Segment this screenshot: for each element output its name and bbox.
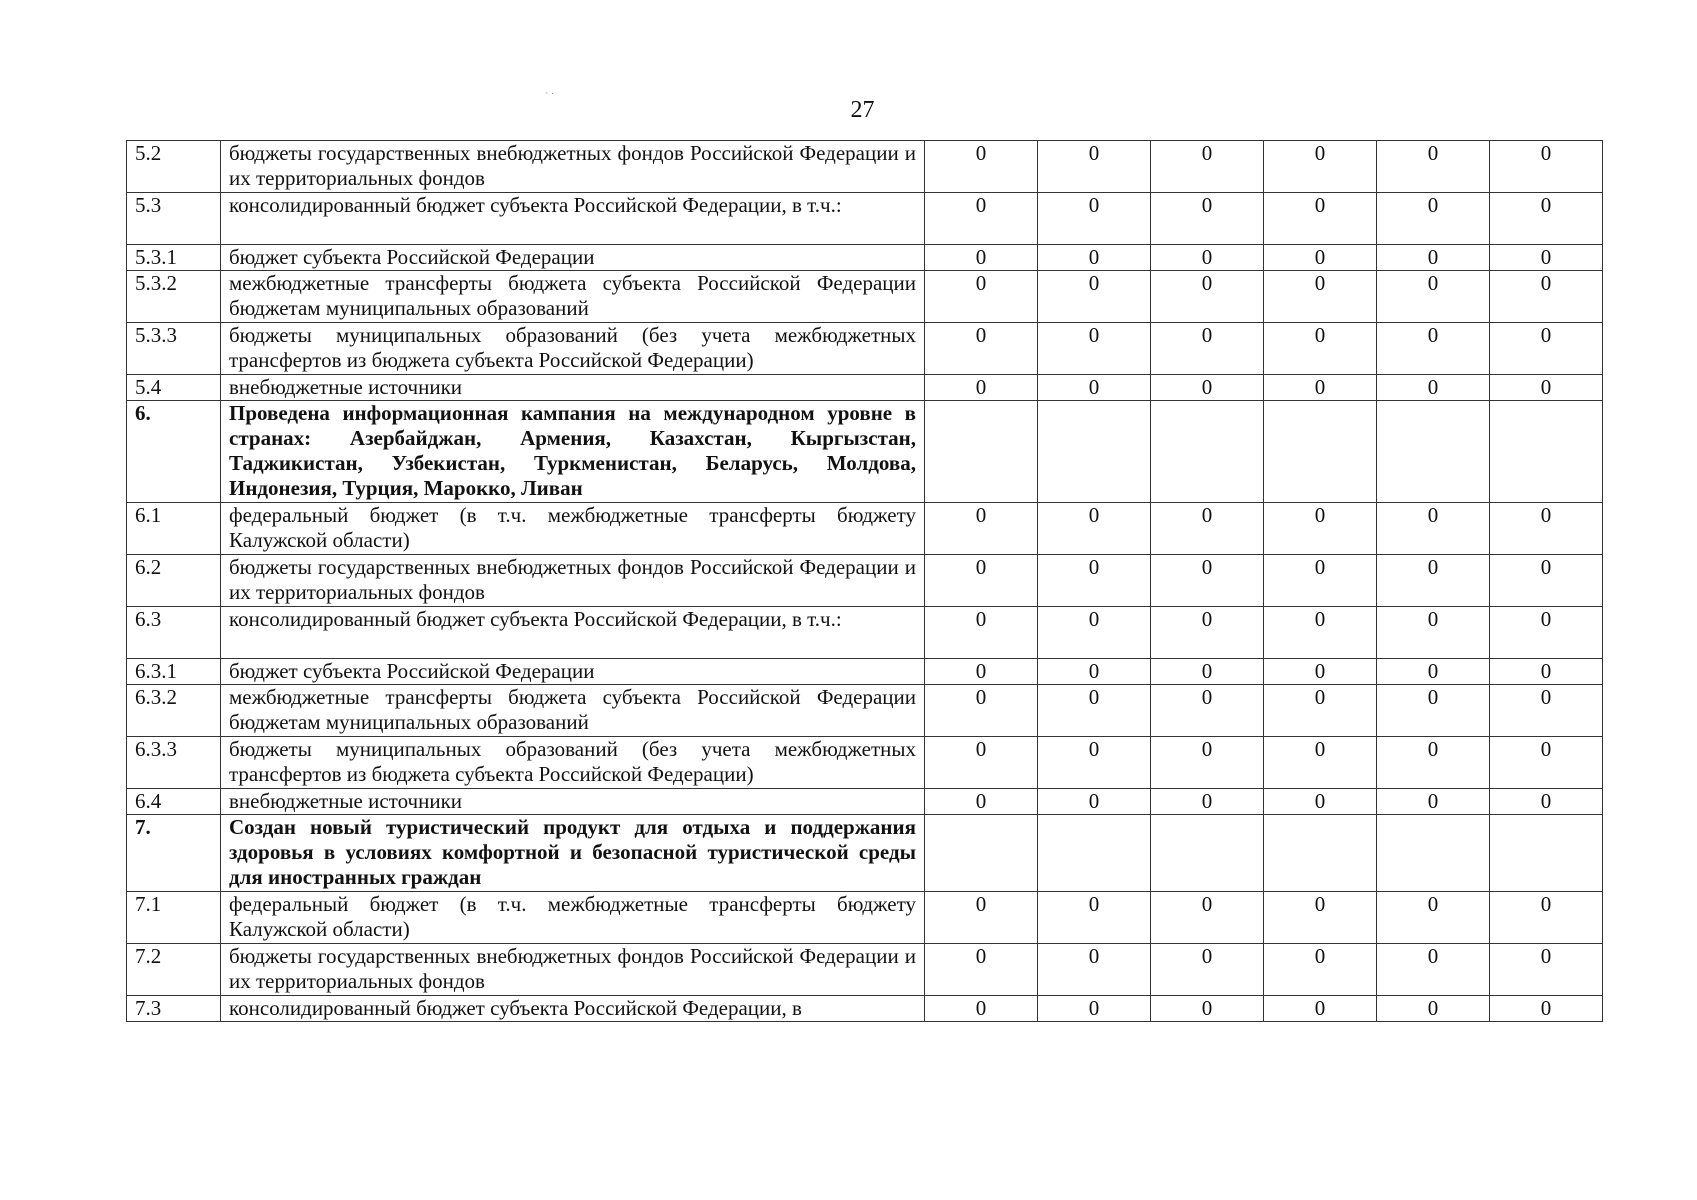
value-cell: 0 [1151,555,1264,607]
row-description: консолидированный бюджет субъекта Российской Федерации, в т.ч.: [221,607,925,659]
value-cell: 0 [1264,996,1377,1022]
value-cell: 0 [925,555,1038,607]
value-cell: 0 [1264,607,1377,659]
value-cell: 0 [925,271,1038,323]
row-description: бюджеты государственных внебюджетных фондов Российской Федерации и их территориальных фондов [221,944,925,996]
value-cell: 0 [1038,659,1151,685]
value-cell: 0 [1377,944,1490,996]
value-cell: 0 [925,996,1038,1022]
value-cell [1377,815,1490,892]
value-cell: 0 [1490,141,1603,193]
table-row [127,141,1603,193]
row-description: межбюджетные трансферты бюджета субъекта Российской Федерации бюджетам муниципальных образований [221,685,925,737]
row-number: 7. [127,815,221,892]
value-cell: 0 [1038,503,1151,555]
value-cell [1151,401,1264,503]
value-cell: 0 [1038,245,1151,271]
table-row [127,815,1603,892]
value-cell: 0 [1038,944,1151,996]
row-number: 6.1 [127,503,221,555]
value-cell [925,401,1038,503]
table-body [127,141,1603,1022]
value-cell: 0 [1038,789,1151,815]
value-cell: 0 [1377,271,1490,323]
value-cell: 0 [925,245,1038,271]
table-row [127,323,1603,375]
value-cell [1151,815,1264,892]
budget-table [126,140,1603,1022]
row-number: 6. [127,401,221,503]
value-cell: 0 [925,503,1038,555]
value-cell: 0 [1264,193,1377,245]
value-cell: 0 [1038,141,1151,193]
table-row [127,503,1603,555]
value-cell: 0 [1151,737,1264,789]
value-cell: 0 [1151,323,1264,375]
scan-speck: ` ˙ [545,92,555,103]
value-cell: 0 [1264,141,1377,193]
value-cell: 0 [1264,892,1377,944]
value-cell: 0 [1264,737,1377,789]
value-cell: 0 [1490,892,1603,944]
row-number: 5.3.1 [127,245,221,271]
value-cell [1264,815,1377,892]
row-number: 5.3.3 [127,323,221,375]
row-description: бюджет субъекта Российской Федерации [221,659,925,685]
value-cell: 0 [925,375,1038,401]
row-number: 6.4 [127,789,221,815]
value-cell: 0 [1377,789,1490,815]
row-number: 6.3 [127,607,221,659]
value-cell: 0 [1151,996,1264,1022]
table-row [127,892,1603,944]
value-cell: 0 [925,685,1038,737]
value-cell [1490,401,1603,503]
value-cell: 0 [1038,737,1151,789]
row-number: 5.3 [127,193,221,245]
row-number: 5.2 [127,141,221,193]
row-description: внебюджетные источники [221,375,925,401]
value-cell [1264,401,1377,503]
value-cell: 0 [1377,193,1490,245]
row-number: 5.3.2 [127,271,221,323]
value-cell [1038,815,1151,892]
value-cell: 0 [1264,789,1377,815]
value-cell: 0 [1038,996,1151,1022]
value-cell: 0 [1264,323,1377,375]
table-row [127,193,1603,245]
value-cell: 0 [925,737,1038,789]
value-cell: 0 [1490,659,1603,685]
row-number: 6.3.2 [127,685,221,737]
value-cell: 0 [1490,555,1603,607]
value-cell: 0 [1490,737,1603,789]
table-row [127,944,1603,996]
value-cell: 0 [1377,141,1490,193]
value-cell: 0 [925,607,1038,659]
table-row [127,607,1603,659]
value-cell: 0 [1264,685,1377,737]
value-cell: 0 [1377,245,1490,271]
value-cell: 0 [1038,685,1151,737]
value-cell: 0 [1377,737,1490,789]
value-cell: 0 [1490,607,1603,659]
row-description: бюджеты государственных внебюджетных фондов Российской Федерации и их территориальных фондов [221,555,925,607]
value-cell: 0 [1151,141,1264,193]
table-row [127,375,1603,401]
value-cell: 0 [1490,271,1603,323]
value-cell: 0 [1377,996,1490,1022]
table-row [127,659,1603,685]
value-cell: 0 [1490,503,1603,555]
value-cell: 0 [1264,375,1377,401]
value-cell [925,815,1038,892]
value-cell: 0 [1038,271,1151,323]
value-cell: 0 [1377,607,1490,659]
page-number: 27 [850,97,875,123]
value-cell: 0 [1490,323,1603,375]
value-cell: 0 [1038,892,1151,944]
row-number: 7.2 [127,944,221,996]
value-cell: 0 [1377,375,1490,401]
table-row [127,555,1603,607]
row-description: консолидированный бюджет субъекта Российской Федерации, в [221,996,925,1022]
value-cell: 0 [1490,685,1603,737]
value-cell: 0 [1151,892,1264,944]
row-description: межбюджетные трансферты бюджета субъекта Российской Федерации бюджетам муниципальных образований [221,271,925,323]
value-cell: 0 [1151,503,1264,555]
table-row [127,685,1603,737]
value-cell: 0 [1264,944,1377,996]
table-row [127,271,1603,323]
value-cell: 0 [1038,607,1151,659]
value-cell: 0 [1490,996,1603,1022]
value-cell: 0 [1151,944,1264,996]
value-cell: 0 [1377,323,1490,375]
row-description: бюджеты муниципальных образований (без учета межбюджетных трансфертов из бюджета субъекта Российской Федерации) [221,737,925,789]
value-cell: 0 [1038,555,1151,607]
value-cell: 0 [1151,271,1264,323]
row-number: 6.3.1 [127,659,221,685]
table-row [127,996,1603,1022]
value-cell: 0 [1151,375,1264,401]
value-cell: 0 [925,323,1038,375]
row-description: Создан новый туристический продукт для отдыха и поддержания здоровья в условиях комфортной и безопасной туристической среды для иностранных граждан [221,815,925,892]
value-cell: 0 [1377,555,1490,607]
row-number: 6.2 [127,555,221,607]
value-cell: 0 [925,141,1038,193]
value-cell: 0 [925,944,1038,996]
value-cell: 0 [925,892,1038,944]
value-cell: 0 [1151,193,1264,245]
value-cell: 0 [1377,659,1490,685]
row-number: 7.1 [127,892,221,944]
value-cell: 0 [1038,375,1151,401]
value-cell: 0 [1151,685,1264,737]
row-description: Проведена информационная кампания на международном уровне в странах: Азербайджан, Армения, Казахстан, Кыргызстан, Таджикистан, Узбекистан, Туркменистан, Беларусь, Молдова, Индонезия, Турция, Марокко, Ливан [221,401,925,503]
value-cell: 0 [1264,245,1377,271]
value-cell: 0 [1264,659,1377,685]
value-cell: 0 [1264,271,1377,323]
row-description: бюджеты муниципальных образований (без учета межбюджетных трансфертов из бюджета субъекта Российской Федерации) [221,323,925,375]
value-cell: 0 [925,659,1038,685]
value-cell: 0 [1490,375,1603,401]
value-cell: 0 [1038,193,1151,245]
value-cell [1038,401,1151,503]
value-cell: 0 [925,193,1038,245]
value-cell [1377,401,1490,503]
value-cell: 0 [1490,245,1603,271]
value-cell: 0 [1377,503,1490,555]
value-cell: 0 [1151,607,1264,659]
value-cell: 0 [1490,193,1603,245]
value-cell [1490,815,1603,892]
value-cell: 0 [1490,944,1603,996]
value-cell: 0 [1038,323,1151,375]
value-cell: 0 [1264,503,1377,555]
table-row [127,737,1603,789]
value-cell: 0 [925,789,1038,815]
row-description: бюджет субъекта Российской Федерации [221,245,925,271]
row-description: федеральный бюджет (в т.ч. межбюджетные трансферты бюджету Калужской области) [221,503,925,555]
value-cell: 0 [1490,789,1603,815]
value-cell: 0 [1377,685,1490,737]
table-row [127,245,1603,271]
row-description: бюджеты государственных внебюджетных фондов Российской Федерации и их территориальных фондов [221,141,925,193]
row-number: 5.4 [127,375,221,401]
value-cell: 0 [1151,659,1264,685]
row-number: 6.3.3 [127,737,221,789]
value-cell: 0 [1151,789,1264,815]
row-description: внебюджетные источники [221,789,925,815]
table-row [127,401,1603,503]
table-row [127,789,1603,815]
value-cell: 0 [1151,245,1264,271]
row-description: федеральный бюджет (в т.ч. межбюджетные трансферты бюджету Калужской области) [221,892,925,944]
value-cell: 0 [1377,892,1490,944]
value-cell: 0 [1264,555,1377,607]
row-number: 7.3 [127,996,221,1022]
row-description: консолидированный бюджет субъекта Российской Федерации, в т.ч.: [221,193,925,245]
